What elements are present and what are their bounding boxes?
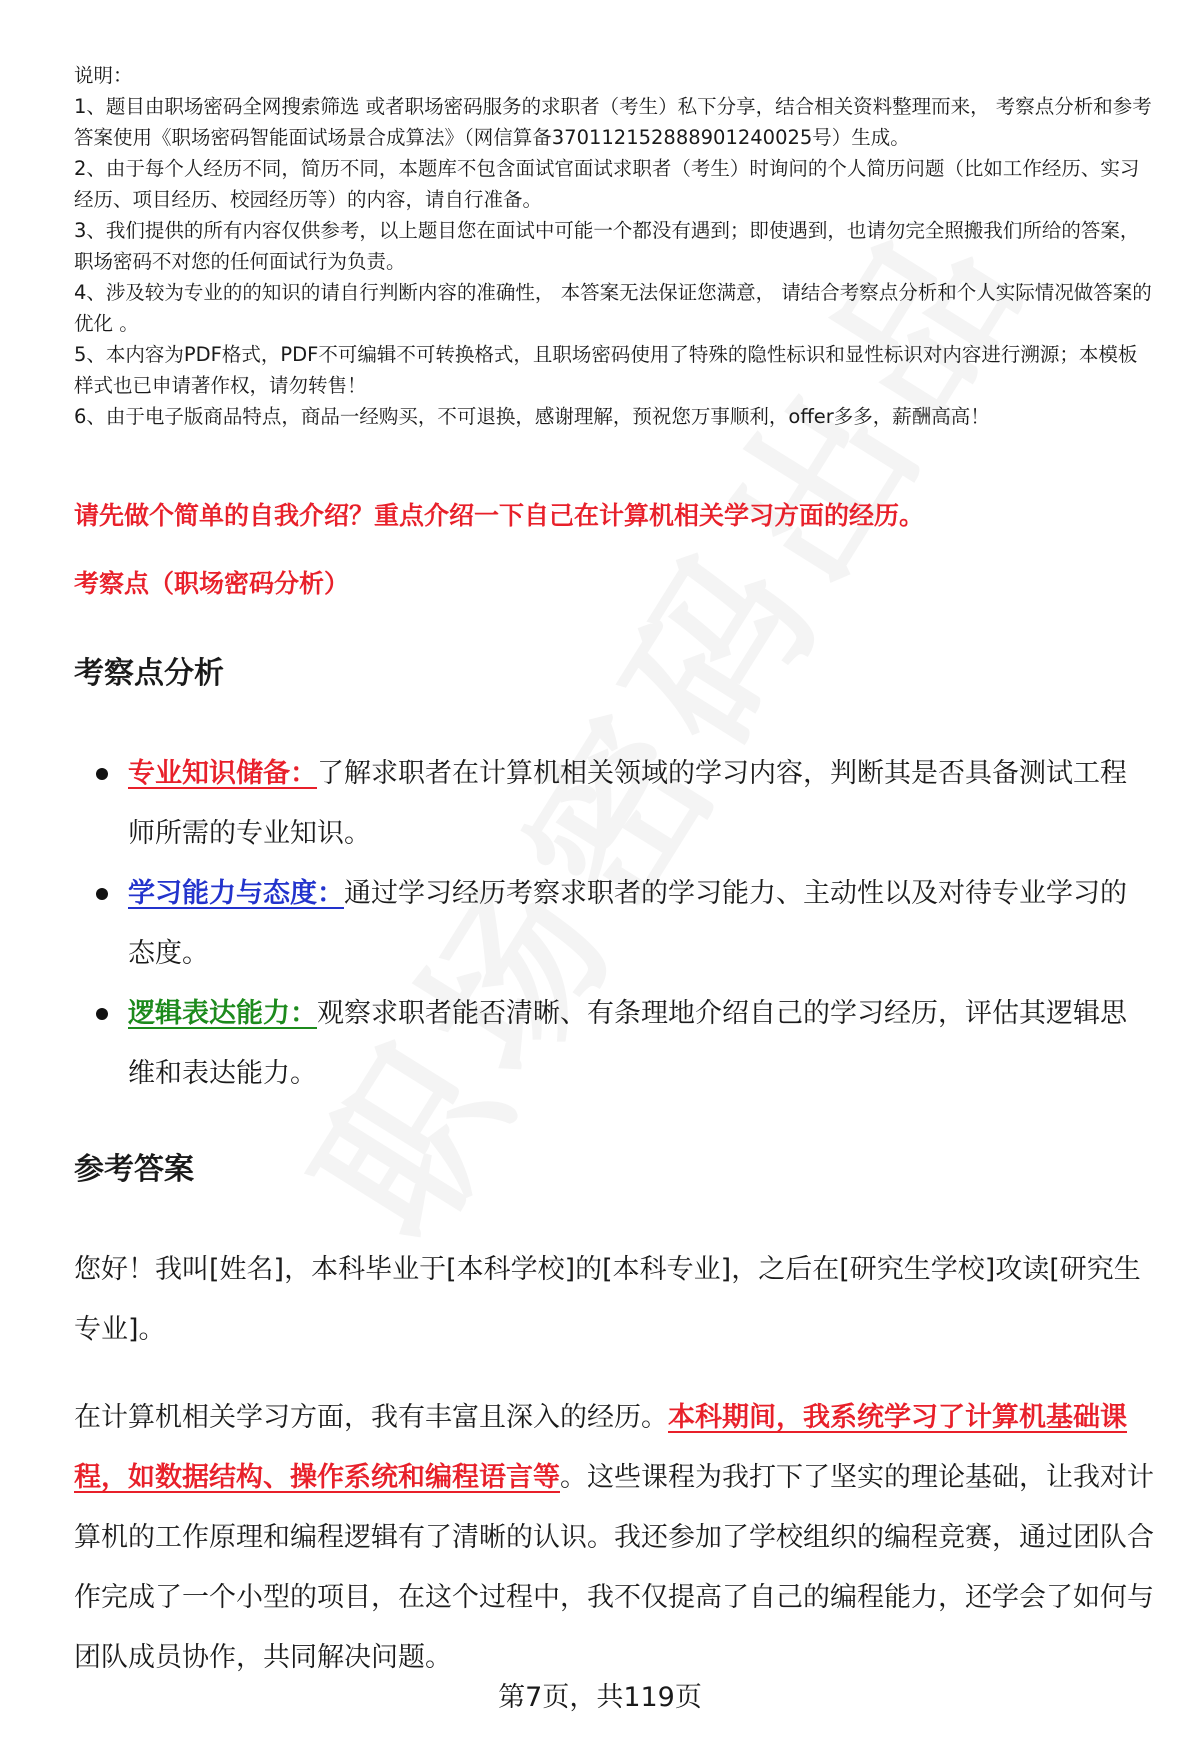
answer-highlight: 本科期间，我系统学习了计算机基础课程，如数据结构、操作系统和编程语言等 (74, 1402, 1127, 1493)
page-number: 第7页，共119页 (498, 1682, 702, 1713)
analysis-point (74, 984, 1144, 1104)
answer-paragraph-1: 您好！我叫[姓名]，本科毕业于[本科学校]的[本科专业]，之后在[研究生学校]攻读[研究生专业]。 (74, 1254, 1141, 1345)
answer-text: 。这些课程为我打下了坚实的理论基础，让我对计算机的工作原理和编程逻辑有了清晰的认识。我还参加了学校组织的编程竞赛，通过团队合作完成了一个小型的项目，在这个过程中，我不仅提高了自己的编程能力，还学会了如何与团队成员协作，共同解决问题。 (74, 1462, 1154, 1673)
notes-heading: 说明： (74, 64, 133, 87)
notes-item: 1、题目由职场密码全网搜索筛选 或者职场密码服务的求职者（考生）私下分享，结合相关资料整理而来， 考察点分析和参考答案使用《职场密码智能面试场景合成算法》（网信算备370112152888901240025号）生成。 (74, 95, 1152, 149)
point-keyword: 学习能力与态度： (128, 878, 344, 909)
notes-item: 4、涉及较为专业的的知识的请自行判断内容的准确性， 本答案无法保证您满意， 请结合考察点分析和个人实际情况做答案的优化 。 (74, 281, 1152, 335)
point-text: 了解求职者在计算机相关领域的学习内容，判断其是否具备测试工程师所需的专业知识。 (128, 758, 1127, 849)
answer-heading: 参考答案 (74, 1152, 194, 1187)
bullet-icon (96, 768, 108, 780)
analysis-list (74, 744, 1144, 1104)
disclaimer-notes (74, 60, 1154, 432)
bullet-icon (96, 1008, 108, 1020)
bullet-icon (96, 888, 108, 900)
kaochadian-label: 考察点（职场密码分析） (74, 569, 350, 598)
notes-item: 6、由于电子版商品特点，商品一经购买，不可退换，感谢理解，预祝您万事顺利，offer多多，薪酬高高！ (74, 405, 990, 428)
answer-text: 在计算机相关学习方面，我有丰富且深入的经历。 (74, 1402, 668, 1433)
notes-item: 3、我们提供的所有内容仅供参考，以上题目您在面试中可能一个都没有遇到；即使遇到，也请勿完全照搬我们所给的答案，职场密码不对您的任何面试行为负责。 (74, 219, 1140, 273)
point-text: 通过学习经历考察求职者的学习能力、主动性以及对待专业学习的态度。 (128, 878, 1127, 969)
analysis-point (74, 864, 1144, 984)
point-keyword: 逻辑表达能力： (128, 998, 317, 1029)
point-keyword: 专业知识储备： (128, 758, 317, 789)
notes-item: 2、由于每个人经历不同，简历不同，本题库不包含面试官面试求职者（考生）时询问的个人简历问题（比如工作经历、实习经历、项目经历、校园经历等）的内容，请自行准备。 (74, 157, 1140, 211)
notes-item: 5、本内容为PDF格式，PDF不可编辑不可转换格式，且职场密码使用了特殊的隐性标识和显性标识对内容进行溯源；本模板样式也已申请著作权，请勿转售！ (74, 343, 1138, 397)
answer-paragraph-2 (74, 1388, 1154, 1688)
point-text: 观察求职者能否清晰、有条理地介绍自己的学习经历，评估其逻辑思维和表达能力。 (128, 998, 1127, 1089)
analysis-heading: 考察点分析 (74, 656, 224, 691)
analysis-point (74, 744, 1144, 864)
interview-question: 请先做个简单的自我介绍？重点介绍一下自己在计算机相关学习方面的经历。 (74, 501, 925, 530)
